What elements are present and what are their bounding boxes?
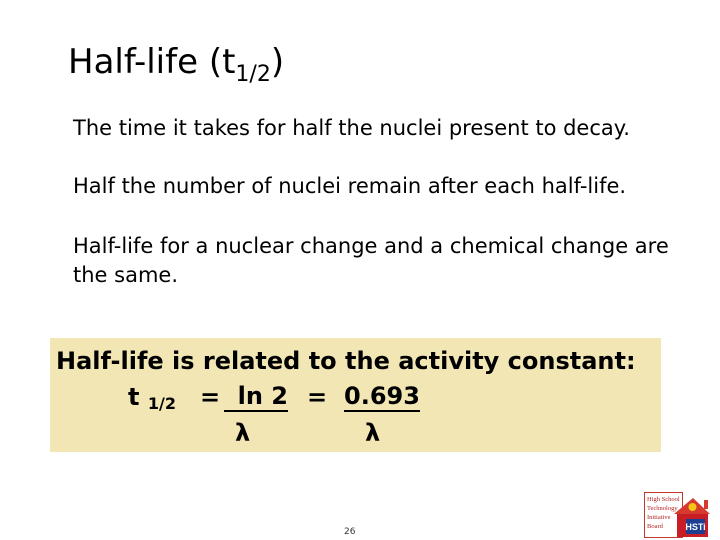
bullet-half-remaining: Half the number of nuclei remain after each half-life.: [73, 174, 627, 198]
high-school-technology-initiative-logo-icon: [644, 492, 712, 538]
bullet-definition: The time it takes for half the nuclei present to decay.: [73, 116, 630, 140]
title-close-paren: ): [270, 42, 285, 82]
slide-title: [68, 40, 285, 87]
logo-line-3: Initiative: [647, 514, 671, 521]
formula-denominator-lambda-1: λ: [235, 419, 251, 447]
formula-equals-2: =: [307, 383, 328, 411]
formula-numerator-ln2: ln 2: [224, 382, 288, 412]
title-text: Half-life (t: [68, 42, 236, 82]
logo-line-4: Board: [647, 523, 663, 530]
logo-badge: HSTi: [685, 522, 706, 532]
formula-t-half: [128, 382, 176, 412]
logo-line-2: Technology: [647, 505, 678, 512]
formula-heading: Half-life is related to the activity constant:: [56, 347, 636, 375]
formula-numerator-0693: 0.693: [344, 382, 420, 410]
formula-box: [50, 338, 661, 452]
formula-denominator-lambda-2: λ: [365, 419, 381, 447]
bullet-same-for-changes: Half-life for a nuclear change and a chemical change are the same.: [73, 234, 669, 287]
formula-t-subscript: 1/2: [147, 394, 176, 413]
page-number: 26: [344, 527, 356, 537]
formula-equals-1: =: [200, 383, 221, 411]
logo-line-1: High School: [647, 496, 680, 503]
title-subscript: 1/2: [235, 62, 271, 87]
formula-t-label: t: [128, 383, 140, 411]
